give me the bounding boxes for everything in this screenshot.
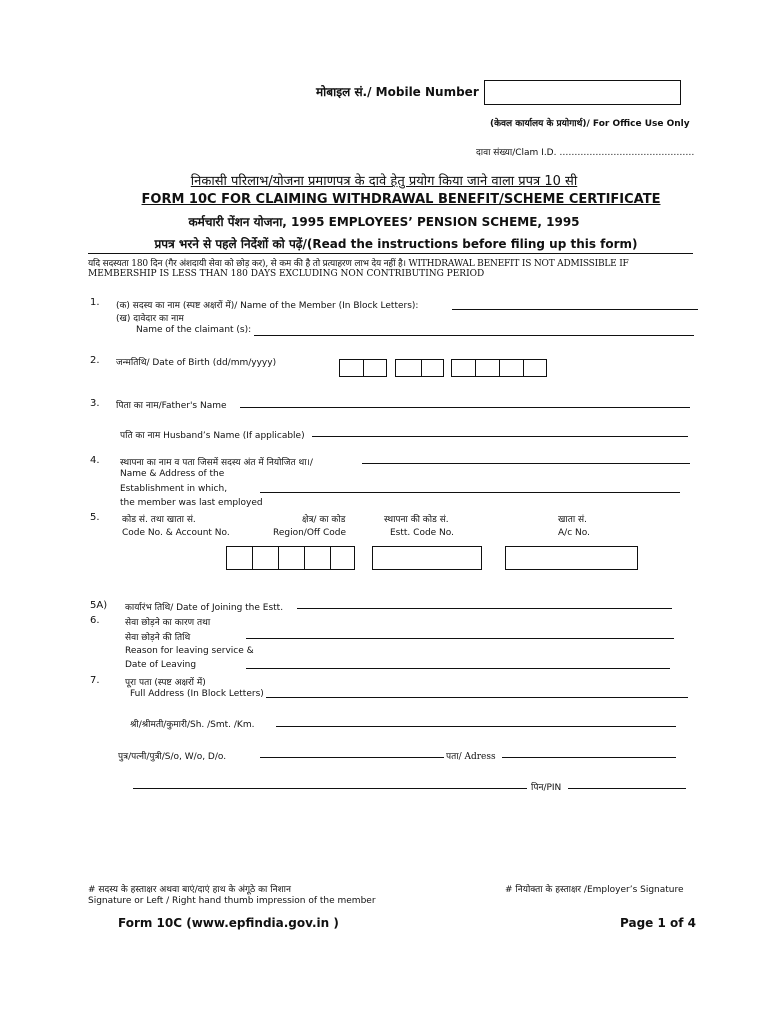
joining-date-label: कार्यारंभ तिथि/ Date of Joining the Estt. xyxy=(125,603,284,613)
code-account-label-hindi: कोड सं. तथा खाता सं. xyxy=(122,515,196,525)
title-divider xyxy=(88,253,693,254)
joining-date-field[interactable] xyxy=(297,608,672,609)
claim-id-label: दावा संख्या/Clam I.D. ……………………………………… xyxy=(476,148,695,158)
husband-name-label: पति का नाम Husband’s Name (If applicable) xyxy=(120,431,305,441)
field-7-number: 7. xyxy=(90,675,100,686)
mobile-label: मोबाइल सं./ Mobile Number xyxy=(316,85,479,99)
account-number-field[interactable] xyxy=(505,546,638,570)
member-signature-label-hindi: # सदस्य के हस्ताक्षर अथवा बाएं/दाएं हाथ के अंगूठे का निशान xyxy=(88,885,292,895)
title-name-field[interactable] xyxy=(276,726,676,727)
claimant-name-field[interactable] xyxy=(254,335,694,336)
father-name-field[interactable] xyxy=(240,407,690,408)
full-address-label: Full Address (In Block Letters) xyxy=(130,689,264,699)
estt-code-field[interactable] xyxy=(372,546,482,570)
full-address-field[interactable] xyxy=(266,697,688,698)
establishment-field-2[interactable] xyxy=(260,492,680,493)
leaving-reason-label-hindi: सेवा छोड़ने का कारण तथा xyxy=(125,618,211,628)
field-6-number: 6. xyxy=(90,615,100,626)
leaving-reason-field[interactable] xyxy=(246,638,674,639)
address-field[interactable] xyxy=(502,757,676,758)
leaving-date-label: Date of Leaving xyxy=(125,660,197,670)
member-name-field[interactable] xyxy=(452,309,698,310)
pin-field[interactable] xyxy=(568,788,686,789)
dob-month-field[interactable] xyxy=(395,359,444,377)
page-number: Page 1 of 4 xyxy=(620,916,696,930)
form-title-english: FORM 10C FOR CLAIMING WITHDRAWAL BENEFIT/SCHEME CERTIFICATE xyxy=(141,192,661,207)
field-1-number: 1. xyxy=(90,297,100,308)
notice-line-1: यदि सदस्यता 180 दिन (गैर अंशदायी सेवा को छोड़ कर), से कम की है तो प्रत्याहरण लाभ देय नहीं है। WITHDRAWAL BENEFIT IS NOT ADMISSIBLE IF xyxy=(88,259,629,269)
leaving-date-field[interactable] xyxy=(246,668,670,669)
field-5a-number: 5A) xyxy=(90,600,108,611)
scheme-name: कर्मचारी पेंशन योजना, 1995 EMPLOYEES’ PENSION SCHEME, 1995 xyxy=(188,215,580,229)
region-label-hindi: क्षेत्र/ का कोड xyxy=(302,515,346,525)
region-code-label: Region/Off Code xyxy=(273,528,347,538)
member-name-label: (क) सदस्य का नाम (स्पष्ट अक्षरों में)/ Name of the Member (In Block Letters): xyxy=(116,301,419,311)
address-line-field[interactable] xyxy=(133,788,527,789)
field-4-number: 4. xyxy=(90,455,100,466)
father-name-label: पिता का नाम/Father's Name xyxy=(116,401,227,411)
form-reference: Form 10C (www.epfindia.gov.in ) xyxy=(118,916,339,930)
dob-label: जन्मतिथि/ Date of Birth (dd/mm/yyyy) xyxy=(116,358,277,368)
full-address-label-hindi: पूरा पता (स्पष्ट अक्षरों में) xyxy=(125,678,206,688)
estt-code-label-hindi: स्थापना की कोड सं. xyxy=(384,515,449,525)
dob-year-field[interactable] xyxy=(451,359,547,377)
account-label-hindi: खाता सं. xyxy=(558,515,587,525)
member-signature-label: Signature or Left / Right hand thumb impression of the member xyxy=(88,896,376,906)
title-name-label: श्री/श्रीमती/कुमारी/Sh. /Smt. /Km. xyxy=(130,720,255,730)
claimant-name-label-hindi: (ख) दावेदार का नाम xyxy=(116,314,184,324)
establishment-label-1: Name & Address of the xyxy=(120,469,225,479)
field-3-number: 3. xyxy=(90,398,100,409)
husband-name-field[interactable] xyxy=(312,436,688,437)
relation-field[interactable] xyxy=(260,757,444,758)
relation-label: पुत्र/पत्नी/पुत्री/S/o, W/o, D/o. xyxy=(118,752,227,762)
instructions-note: प्रपत्र भरने से पहले निर्देशों को पढ़ें/(Read the instructions before filing up this form) xyxy=(154,237,638,251)
establishment-field-1[interactable] xyxy=(362,463,690,464)
office-use-label: (केवल कार्यालय के प्रयोगार्थ)/ For Office Use Only xyxy=(490,119,690,129)
form-title-hindi: निकासी परिलाभ/योजना प्रमाणपत्र के दावे हेतु प्रयोग किया जाने वाला प्रपत्र 10 सी xyxy=(190,174,578,189)
dob-day-field[interactable] xyxy=(339,359,387,377)
establishment-label-2: Establishment in which, xyxy=(120,484,228,494)
account-number-label: A/c No. xyxy=(558,528,590,538)
code-account-label: Code No. & Account No. xyxy=(122,528,230,538)
employer-signature-label: # नियोक्ता के हस्ताक्षर /Employer’s Signature xyxy=(505,885,684,895)
estt-code-label: Estt. Code No. xyxy=(390,528,454,538)
field-2-number: 2. xyxy=(90,355,100,366)
establishment-label-hindi: स्थापना का नाम व पता जिसमें सदस्य अंत में नियोजित था।/ xyxy=(120,458,313,468)
pin-label: पिन/PIN xyxy=(531,783,562,793)
establishment-label-3: the member was last employed xyxy=(120,498,263,508)
region-code-field[interactable] xyxy=(226,546,355,570)
field-5-number: 5. xyxy=(90,512,100,523)
claimant-name-label: Name of the claimant (s): xyxy=(136,325,252,335)
address-label: पता/ Adress xyxy=(446,752,496,762)
leaving-reason-label: Reason for leaving service & xyxy=(125,646,254,656)
mobile-number-field[interactable] xyxy=(484,80,681,105)
leaving-date-label-hindi: सेवा छोड़ने की तिथि xyxy=(125,633,191,643)
notice-line-2: MEMBERSHIP IS LESS THAN 180 DAYS EXCLUDING NON CONTRIBUTING PERIOD xyxy=(88,269,485,279)
